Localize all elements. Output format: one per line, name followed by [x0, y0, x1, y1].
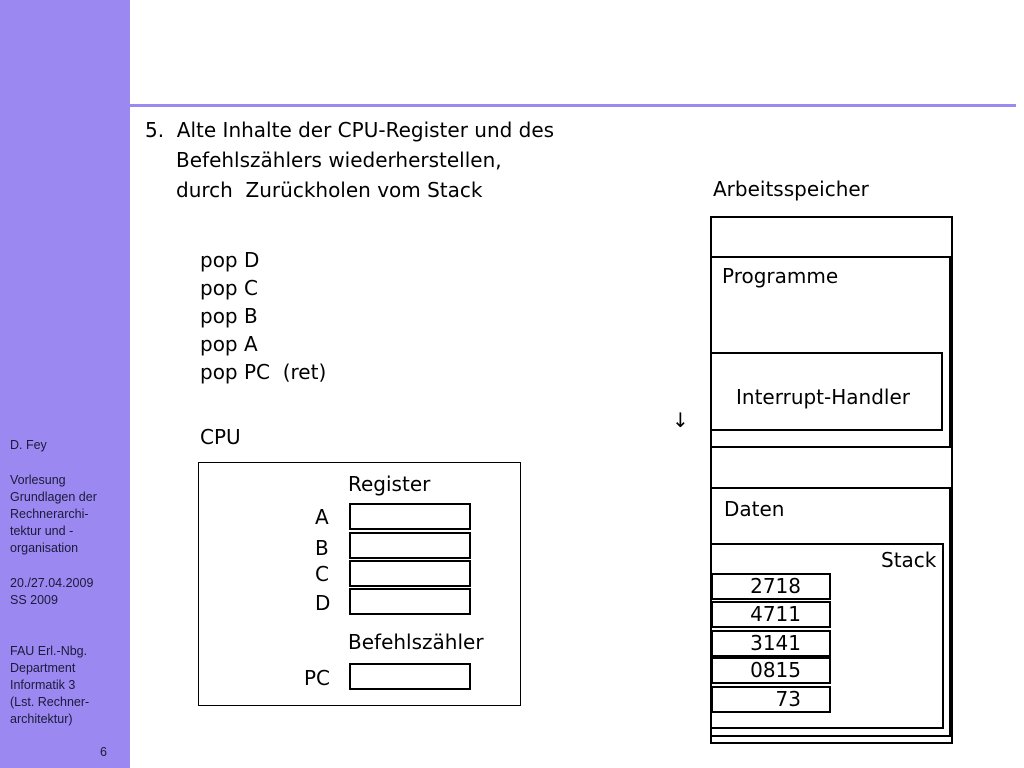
register-b-cell	[349, 532, 471, 559]
register-title: Register	[348, 472, 431, 496]
register-c-cell	[349, 560, 471, 587]
memory-title: Arbeitsspeicher	[713, 177, 869, 201]
interrupt-handler-label: Interrupt-Handler	[736, 385, 910, 409]
cpu-label: CPU	[200, 425, 241, 449]
sidebar-institute: FAU Erl.-Nbg. Department Informatik 3 (Lst. Rechner- architektur)	[10, 644, 90, 726]
stack-cell: 2718	[711, 573, 831, 600]
instruction-pop-d: pop D	[200, 248, 260, 272]
pc-cell	[349, 663, 471, 690]
programs-label: Programme	[722, 264, 839, 288]
register-a-label: A	[315, 505, 329, 529]
header-divider	[0, 104, 1016, 107]
slide-number: 6	[100, 745, 107, 759]
stack-cell: 0815	[711, 657, 831, 684]
down-arrow-icon: ↓	[672, 408, 689, 432]
instruction-pop-b: pop B	[200, 304, 258, 328]
register-c-label: C	[315, 562, 329, 586]
instruction-pop-c: pop C	[200, 276, 258, 300]
register-d-cell	[349, 588, 471, 615]
instruction-pop-a: pop A	[200, 332, 258, 356]
stack-label: Stack	[881, 548, 937, 572]
heading-line-3: durch Zurückholen vom Stack	[176, 178, 483, 202]
register-a-cell	[349, 503, 471, 530]
register-b-label: B	[315, 536, 329, 560]
data-label: Daten	[724, 497, 785, 521]
instruction-pop-pc: pop PC (ret)	[200, 360, 327, 384]
pc-label: PC	[304, 666, 331, 690]
stack-cell: 4711	[711, 601, 831, 628]
stack-cell: 73	[711, 686, 831, 713]
pc-title: Befehlszähler	[348, 630, 484, 654]
sidebar-course: Vorlesung Grundlagen der Rechnerarchi- tektur und - organisation	[10, 473, 97, 555]
sidebar-date: 20./27.04.2009 SS 2009	[10, 576, 94, 607]
heading-line-1: 5. Alte Inhalte der CPU-Register und des	[145, 118, 555, 142]
stack-cell: 3141	[711, 630, 831, 657]
sidebar-author: D. Fey	[10, 438, 47, 452]
register-d-label: D	[315, 591, 331, 615]
heading-line-2: Befehlszählers wiederherstellen,	[176, 148, 502, 172]
